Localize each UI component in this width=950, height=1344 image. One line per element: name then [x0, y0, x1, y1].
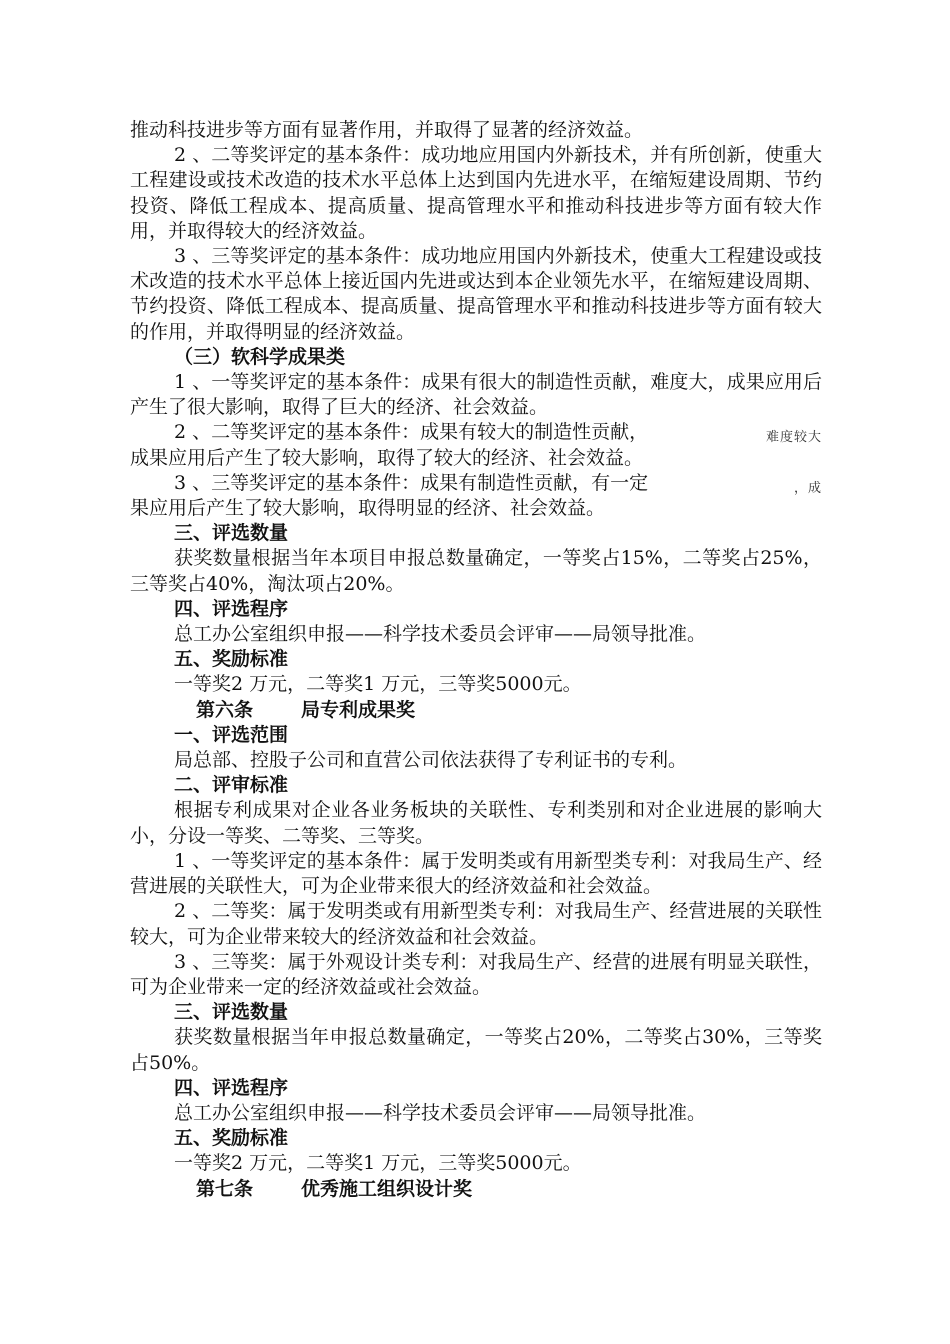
article-heading [130, 1177, 822, 1202]
paragraph: 获奖数量根据当年申报总数量确定，一等奖占20%，二等奖占30%，三等奖占50%。 [130, 1026, 822, 1074]
section-heading: 三、评选数量 [174, 1001, 289, 1024]
paragraph: 推动科技进步等方面有显著作用，并取得了显著的经济效益。 [130, 119, 644, 141]
paragraph: 一等奖2 万元，二等奖1 万元，三等奖5000元。 [174, 1152, 582, 1175]
document-body [130, 118, 822, 1202]
section-heading: 二、评审标准 [174, 774, 289, 797]
section-heading: 一、评选范围 [174, 723, 289, 746]
article-number: 第七条 [196, 1177, 254, 1200]
section-heading: 五、奖励标准 [174, 648, 289, 671]
section-heading: 四、评选程序 [174, 597, 289, 620]
paragraph: 1 、一等奖评定的基本条件：属于发明类或有用新型类专利：对我局生产、经营进展的关联性大，可为企业带来很大的经济效益和社会效益。 [130, 849, 822, 898]
overlapped-paragraph [130, 420, 822, 445]
paragraph: 一等奖2 万元，二等奖1 万元，三等奖5000元。 [174, 673, 582, 696]
overlapped-paragraph [130, 471, 822, 496]
paragraph: 3 、三等奖评定的基本条件：成果有制造性贡献，有一定 [174, 471, 649, 494]
overlapping-text-fragment: 难度较大 [765, 430, 822, 446]
paragraph: 2 、二等奖：属于发明类或有用新型类专利：对我局生产、经营进展的关联性较大，可为企业带来较大的经济效益和社会效益。 [130, 900, 822, 948]
paragraph: 2 、二等奖评定的基本条件：成果有较大的制造性贡献， [174, 421, 649, 444]
paragraph: 局总部、控股子公司和直营公司依法获得了专利证书的专利。 [174, 749, 688, 772]
section-heading: 五、奖励标准 [174, 1127, 289, 1150]
overlapping-text-fragment: ，成 [793, 480, 822, 496]
paragraph: 3 、三等奖：属于外观设计类专利：对我局生产、经营的进展有明显关联性，可为企业带来一定的经济效益或社会效益。 [130, 950, 822, 998]
section-heading: 四、评选程序 [174, 1076, 289, 1099]
article-title: 局专利成果奖 [301, 698, 416, 721]
paragraph: 2 、二等奖评定的基本条件：成功地应用国内外新技术，并有所创新，使重大工程建设或技术改造的技术水平总体上达到国内先进水平，在缩短建设周期、节约投资、降低工程成本、提高质量、提高管理水平和推动科技进步等方面有较大作用，并取得较大的经济效益。 [130, 144, 822, 242]
paragraph: 1 、一等奖评定的基本条件：成果有很大的制造性贡献，难度大，成果应用后产生了很大影响，取得了巨大的经济、社会效益。 [130, 371, 822, 419]
article-number: 第六条 [196, 698, 254, 721]
paragraph: 成果应用后产生了较大影响，取得了较大的经济、社会效益。 [130, 446, 644, 469]
paragraph: 3 、三等奖评定的基本条件：成功地应用国内外新技术，使重大工程建设或技术改造的技术水平总体上接近国内先进或达到本企业领先水平，在缩短建设周期、节约投资、降低工程成本、提高质量、提高管理水平和推动科技进步等方面有较大的作用，并取得明显的经济效益。 [130, 245, 822, 343]
article-title: 优秀施工组织设计奖 [301, 1177, 473, 1200]
paragraph: 总工办公室组织申报——科学技术委员会评审——局领导批准。 [174, 623, 707, 646]
section-heading: 三、评选数量 [174, 522, 289, 545]
paragraph: 根据专利成果对企业各业务板块的关联性、专利类别和对企业进展的影响大小，分设一等奖、二等奖、三等奖。 [130, 799, 822, 847]
article-heading [130, 698, 822, 723]
paragraph: 获奖数量根据当年本项目申报总数量确定，一等奖占15%，二等奖占25%，三等奖占40%，淘汰项占20%。 [130, 547, 822, 595]
section-heading: （三）软科学成果类 [174, 345, 346, 368]
paragraph: 总工办公室组织申报——科学技术委员会评审——局领导批准。 [174, 1101, 707, 1124]
paragraph: 果应用后产生了较大影响，取得明显的经济、社会效益。 [130, 497, 606, 520]
